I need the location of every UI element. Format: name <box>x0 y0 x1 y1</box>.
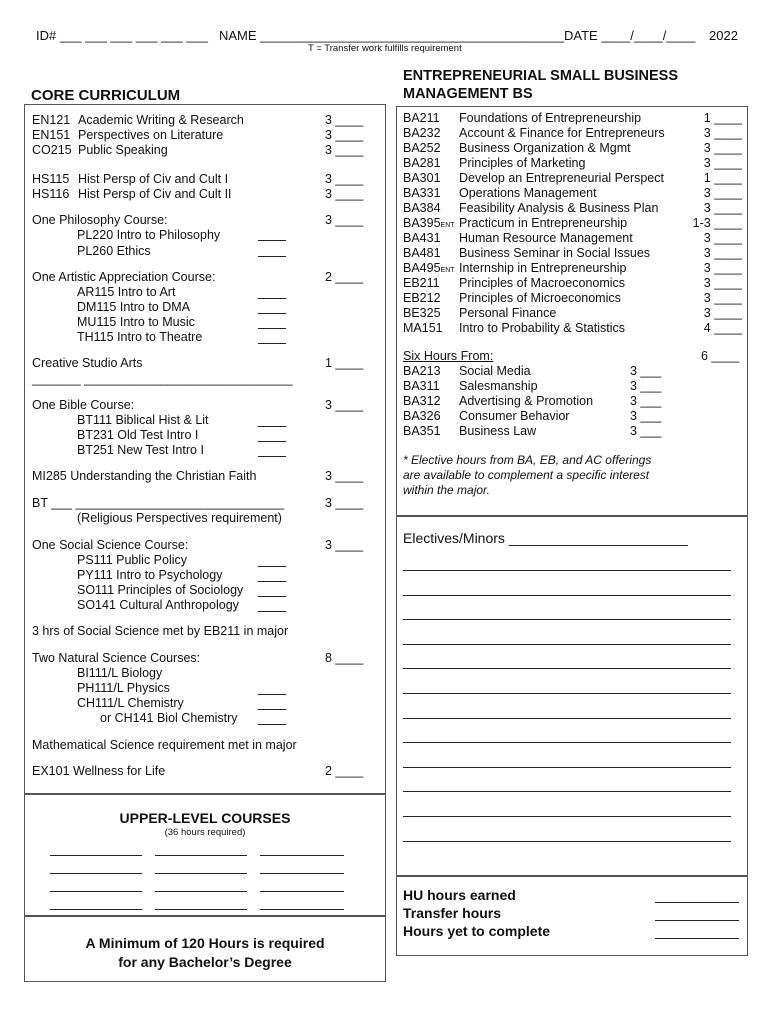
social-option: SO111 Principles of Sociology <box>77 583 244 597</box>
elective-course <box>403 424 536 438</box>
course-code: BA311 <box>403 379 440 393</box>
course-code-text: BA431 <box>403 231 441 245</box>
transfer-note: T = Transfer work fulfills requirement <box>308 43 462 54</box>
natural-blank[interactable] <box>258 709 286 710</box>
upper-title: UPPER-LEVEL COURSES <box>119 810 291 826</box>
course-code-text: BA481 <box>403 246 441 260</box>
upper-course-blank[interactable] <box>50 909 142 910</box>
upper-course-blank[interactable] <box>155 891 247 892</box>
course-code-text: BA331 <box>403 186 441 200</box>
course-name: Perspectives on Literature <box>78 128 224 142</box>
elective-blank-line[interactable] <box>403 718 731 719</box>
course-credits[interactable]: 3 ___ <box>630 364 662 378</box>
course-credits[interactable]: 3 ____ <box>325 128 364 142</box>
upper-course-blank[interactable] <box>260 891 344 892</box>
minimum-line-2: for any Bachelor’s Degree <box>118 954 292 970</box>
course-code <box>403 306 459 320</box>
natural-option: CH111/L Chemistry <box>77 696 184 710</box>
social-blank[interactable] <box>258 611 286 612</box>
creative-credits[interactable]: 1 ____ <box>325 356 364 370</box>
bt-note: (Religious Perspectives requirement) <box>77 511 282 525</box>
philosophy-label: One Philosophy Course: <box>32 213 168 227</box>
hours-yet-label: Hours yet to complete <box>403 923 551 939</box>
course-code: BA213 <box>403 364 441 378</box>
upper-course-blank[interactable] <box>50 891 142 892</box>
social-blank[interactable] <box>258 566 286 567</box>
course-code <box>403 216 459 230</box>
transfer-hours-label: Transfer hours <box>403 905 502 921</box>
course-credits[interactable]: 3 ____ <box>325 172 364 186</box>
course-credits[interactable]: 3 ____ <box>703 126 742 140</box>
course-credits[interactable]: 3 ____ <box>703 246 742 260</box>
major-course <box>403 231 633 245</box>
course-code: BA312 <box>403 394 441 408</box>
elective-blank-line[interactable] <box>403 595 731 596</box>
course-ent-tag: ENT <box>440 222 455 229</box>
elective-course <box>403 394 593 408</box>
creative-label: Creative Studio Arts <box>32 356 143 370</box>
course-code-text: BA301 <box>403 171 441 185</box>
course-credits[interactable]: 3 ____ <box>703 306 742 320</box>
hu-hours-label: HU hours earned <box>403 887 516 903</box>
elective-course <box>403 379 538 393</box>
course-name: Salesmanship <box>459 379 538 393</box>
course-credits[interactable]: 3 ____ <box>703 261 742 275</box>
course-credits[interactable]: 3 ____ <box>703 141 742 155</box>
course-credits[interactable]: 3 ____ <box>703 156 742 170</box>
id-field[interactable]: ID# ___ ___ ___ ___ ___ ___ <box>36 28 209 43</box>
major-title-line-2: MANAGEMENT BS <box>403 86 533 102</box>
course-code: EN121 <box>32 113 71 127</box>
course-name: Intro to Probability & Statistics <box>459 321 626 335</box>
course-code <box>403 276 459 290</box>
artistic-blank[interactable] <box>258 313 286 314</box>
course-name: Business Seminar in Social Issues <box>459 246 651 260</box>
artistic-credits[interactable]: 2 ____ <box>325 270 364 284</box>
course-name: Academic Writing & Research <box>78 113 244 127</box>
bible-blank[interactable] <box>258 426 286 427</box>
elective-blank-line[interactable] <box>403 570 731 571</box>
course-name: Hist Persp of Civ and Cult II <box>78 187 232 201</box>
course-credits[interactable]: 3 ____ <box>703 231 742 245</box>
artistic-option: MU115 Intro to Music <box>77 315 195 329</box>
artistic-blank[interactable] <box>258 328 286 329</box>
course-code <box>403 156 459 170</box>
course-code: CO215 <box>32 143 72 157</box>
elective-blank-line[interactable] <box>403 816 731 817</box>
mi285-credits[interactable]: 3 ____ <box>325 469 364 483</box>
natural-credits[interactable]: 8 ____ <box>325 651 364 665</box>
name-field[interactable]: NAME __________________________________________ <box>219 28 564 43</box>
course-name: Operations Management <box>459 186 597 200</box>
elective-blank-line[interactable] <box>403 644 731 645</box>
elective-blank-line[interactable] <box>403 693 731 694</box>
course-name: Human Resource Management <box>459 231 633 245</box>
math-note: Mathematical Science requirement met in major <box>32 738 297 752</box>
course-code-text: BA252 <box>403 141 441 155</box>
wellness-course: EX101 Wellness for Life <box>32 764 166 778</box>
course-name: Develop an Entrepreneurial Perspect <box>459 171 664 185</box>
bt-credits[interactable]: 3 ____ <box>325 496 364 510</box>
six-hours-credits[interactable]: 6 ____ <box>701 349 740 363</box>
course-credits[interactable]: 1-3 ____ <box>692 216 742 230</box>
course-name: Feasibility Analysis & Business Plan <box>459 201 659 215</box>
upper-course-blank[interactable] <box>155 873 247 874</box>
bible-option: BT231 Old Test Intro I <box>77 428 199 442</box>
natural-label: Two Natural Science Courses: <box>32 651 201 665</box>
course-code <box>403 261 459 275</box>
major-course <box>403 306 556 320</box>
social-note: 3 hrs of Social Science met by EB211 in major <box>32 624 289 638</box>
artistic-option: DM115 Intro to DMA <box>77 300 191 314</box>
core-title: CORE CURRICULUM <box>31 87 181 104</box>
course-name: Principles of Microeconomics <box>459 291 621 305</box>
philosophy-blank[interactable] <box>258 240 286 241</box>
course-code <box>403 231 459 245</box>
philosophy-option: PL260 Ethics <box>77 244 151 258</box>
social-option: PY111 Intro to Psychology <box>77 568 223 582</box>
major-course <box>403 321 625 335</box>
course-credits[interactable]: 3 ___ <box>630 379 662 393</box>
course-code-text: BA384 <box>403 201 441 215</box>
social-option: SO141 Cultural Anthropology <box>77 598 239 612</box>
elective-blank-line[interactable] <box>403 767 731 768</box>
course-name: Account & Finance for Entrepreneurs <box>459 126 665 140</box>
upper-course-blank[interactable] <box>260 873 344 874</box>
course-code-text: BA211 <box>403 111 440 125</box>
bible-option: BT111 Biblical Hist & Lit <box>77 413 209 427</box>
natural-blank[interactable] <box>258 694 286 695</box>
major-course <box>403 261 626 275</box>
artistic-blank[interactable] <box>258 298 286 299</box>
course-code-text: BA395 <box>403 216 441 230</box>
hours-yet-blank[interactable] <box>655 938 739 939</box>
elective-course <box>403 409 569 423</box>
elective-blank-line[interactable] <box>403 791 731 792</box>
upper-course-blank[interactable] <box>155 855 247 856</box>
course-name: Foundations of Entrepreneurship <box>459 111 642 125</box>
course-name: Internship in Entrepreneurship <box>459 261 627 275</box>
social-blank[interactable] <box>258 596 286 597</box>
elective-note-line: within the major. <box>403 483 490 497</box>
course-credits[interactable]: 1 ____ <box>703 171 742 185</box>
year-label: 2022 <box>709 28 738 43</box>
social-credits[interactable]: 3 ____ <box>325 538 364 552</box>
course-name: Personal Finance <box>459 306 557 320</box>
course-name: Principles of Marketing <box>459 156 586 170</box>
core-course <box>32 128 223 142</box>
course-credits[interactable]: 3 ____ <box>703 291 742 305</box>
course-ent-tag: ENT <box>440 267 455 274</box>
social-blank[interactable] <box>258 581 286 582</box>
major-course <box>403 111 641 125</box>
course-credits[interactable]: 4 ____ <box>703 321 742 335</box>
philosophy-credits[interactable]: 3 ____ <box>325 213 364 227</box>
upper-subtitle: (36 hours required) <box>164 827 246 838</box>
course-code: HS116 <box>32 187 70 201</box>
core-course <box>32 113 244 127</box>
course-credits[interactable]: 3 ____ <box>325 143 364 157</box>
course-name: Advertising & Promotion <box>459 394 594 408</box>
hu-hours-blank[interactable] <box>655 902 739 903</box>
course-credits[interactable]: 3 ____ <box>703 276 742 290</box>
elective-blank-line[interactable] <box>403 668 731 669</box>
artistic-option: TH115 Intro to Theatre <box>77 330 203 344</box>
upper-course-blank[interactable] <box>50 855 142 856</box>
artistic-blank[interactable] <box>258 343 286 344</box>
major-course <box>403 126 665 140</box>
course-credits[interactable]: 3 ____ <box>703 201 742 215</box>
course-code: BA351 <box>403 424 441 438</box>
core-course <box>32 187 232 201</box>
course-code <box>403 171 459 185</box>
minimum-line-1: A Minimum of 120 Hours is required <box>85 935 325 951</box>
course-code <box>403 246 459 260</box>
course-code-text: EB211 <box>403 276 440 290</box>
elective-note-line: * Elective hours from BA, EB, and AC offerings <box>403 453 652 467</box>
course-code-text: BA232 <box>403 126 441 140</box>
course-code <box>403 291 459 305</box>
bible-option: BT251 New Test Intro I <box>77 443 204 457</box>
course-code: EN151 <box>32 128 71 142</box>
artistic-label: One Artistic Appreciation Course: <box>32 270 216 284</box>
course-code <box>403 321 459 335</box>
upper-course-blank[interactable] <box>260 855 344 856</box>
course-name: Business Organization & Mgmt <box>459 141 631 155</box>
natural-option: BI111/L Biology <box>77 666 163 680</box>
course-code: BA326 <box>403 409 441 423</box>
course-credits[interactable]: 3 ____ <box>703 186 742 200</box>
course-code <box>403 186 459 200</box>
elective-blank-line[interactable] <box>403 742 731 743</box>
creative-blank[interactable]: _______ ______________________________ <box>32 372 293 386</box>
major-course <box>403 201 658 215</box>
course-code: HS115 <box>32 172 70 186</box>
course-code-text: BA281 <box>403 156 441 170</box>
course-name: Hist Persp of Civ and Cult I <box>78 172 229 186</box>
elective-blank-line[interactable] <box>403 841 731 842</box>
course-code-text: BA495 <box>403 261 441 275</box>
major-course <box>403 276 625 290</box>
major-course <box>403 141 631 155</box>
course-name: Principles of Macroeconomics <box>459 276 626 290</box>
mi285-course: MI285 Understanding the Christian Faith <box>32 469 257 483</box>
major-course <box>403 216 627 230</box>
course-name: Public Speaking <box>78 143 168 157</box>
course-credits[interactable]: 3 ___ <box>630 424 662 438</box>
course-code <box>403 141 459 155</box>
major-course <box>403 186 597 200</box>
course-name: Consumer Behavior <box>459 409 570 423</box>
philosophy-option: PL220 Intro to Philosophy <box>77 228 221 242</box>
transfer-hours-blank[interactable] <box>655 920 739 921</box>
elective-blank-line[interactable] <box>403 619 731 620</box>
elective-course <box>403 364 531 378</box>
course-code-text: MA151 <box>403 321 443 335</box>
bible-credits[interactable]: 3 ____ <box>325 398 364 412</box>
course-code <box>403 111 459 125</box>
course-credits[interactable]: 1 ____ <box>703 111 742 125</box>
social-label: One Social Science Course: <box>32 538 189 552</box>
upper-course-blank[interactable] <box>50 873 142 874</box>
course-code-text: BE325 <box>403 306 441 320</box>
major-course <box>403 156 585 170</box>
philosophy-blank[interactable] <box>258 256 286 257</box>
upper-course-blank[interactable] <box>260 909 344 910</box>
wellness-credits[interactable]: 2 ____ <box>325 764 364 778</box>
six-hours-label: Six Hours From: <box>403 349 494 363</box>
major-title-line-1: ENTREPRENEURIAL SMALL BUSINESS <box>403 68 678 84</box>
course-name: Social Media <box>459 364 531 378</box>
bible-blank[interactable] <box>258 456 286 457</box>
electives-minors-label[interactable]: Electives/Minors _______________________ <box>403 530 688 546</box>
date-field[interactable]: DATE ____/____/____ <box>564 28 696 43</box>
bible-blank[interactable] <box>258 441 286 442</box>
bt-course[interactable]: BT ___ ______________________________ <box>32 496 285 510</box>
natural-option: or CH141 Biol Chemistry <box>100 711 238 725</box>
course-code <box>403 126 459 140</box>
core-course <box>32 172 228 186</box>
bible-label: One Bible Course: <box>32 398 135 412</box>
natural-option: PH111/L Physics <box>77 681 170 695</box>
course-code-text: EB212 <box>403 291 441 305</box>
elective-note-line: are available to complement a specific interest <box>403 468 650 482</box>
major-course <box>403 171 664 185</box>
artistic-option: AR115 Intro to Art <box>77 285 176 299</box>
core-course <box>32 143 168 157</box>
major-course <box>403 246 650 260</box>
course-credits[interactable]: 3 ___ <box>630 409 662 423</box>
course-code <box>403 201 459 215</box>
course-credits[interactable]: 3 ____ <box>325 113 364 127</box>
course-credits[interactable]: 3 ____ <box>325 187 364 201</box>
course-name: Business Law <box>459 424 537 438</box>
upper-course-blank[interactable] <box>155 909 247 910</box>
social-option: PS111 Public Policy <box>77 553 188 567</box>
natural-blank[interactable] <box>258 724 286 725</box>
course-credits[interactable]: 3 ___ <box>630 394 662 408</box>
course-name: Practicum in Entrepreneurship <box>459 216 628 230</box>
major-course <box>403 291 621 305</box>
